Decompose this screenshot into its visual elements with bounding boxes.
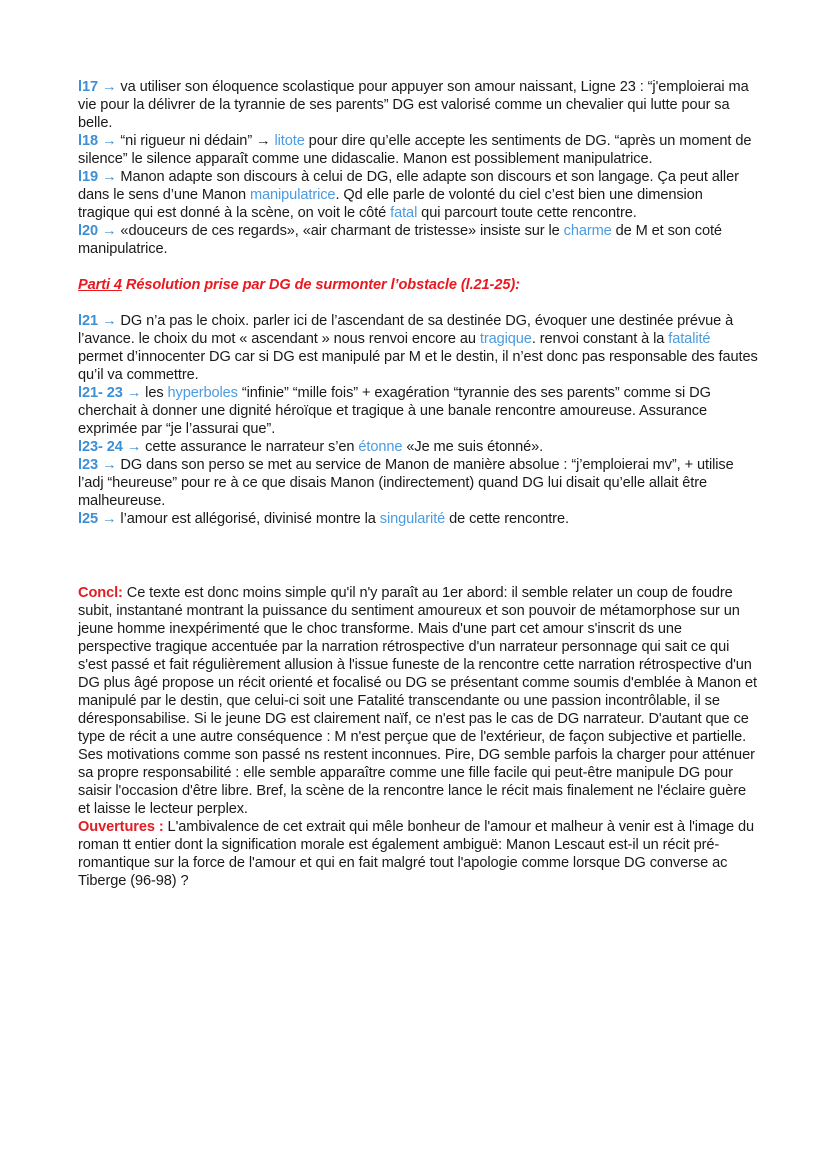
section-title: Résolution prise par DG de surmonter l’obstacle (l.21-25):: [121, 277, 520, 293]
document-page: [78, 78, 758, 890]
note-line: [78, 78, 758, 132]
highlighted-term: étonne: [358, 439, 403, 455]
arrow-right-icon: →: [101, 313, 117, 329]
highlighted-term: tragique: [479, 331, 532, 347]
openings-paragraph: [78, 818, 758, 890]
conclusion-paragraph: [78, 584, 758, 818]
line-reference: l17: [78, 79, 98, 95]
spacer: [78, 528, 758, 584]
note-line: [78, 456, 758, 510]
arrow-right-icon: →: [101, 169, 117, 185]
line-reference: l21: [78, 313, 98, 329]
note-text: Manon adapte son discours à celui de DG, elle adapte son discours et son langage. Ça peut aller dans le sens d’une Manon: [78, 169, 739, 203]
note-text: les: [141, 385, 168, 401]
note-line: [78, 312, 758, 384]
note-line: [78, 384, 758, 438]
line-reference: l25: [78, 511, 98, 527]
line-reference: l18: [78, 133, 98, 149]
note-line: [78, 132, 758, 168]
note-text: cette assurance le narrateur s’en: [141, 439, 359, 455]
note-text: qui parcourt toute cette rencontre.: [417, 205, 637, 221]
highlighted-term: manipulatrice: [249, 187, 336, 203]
highlighted-term: litote: [274, 133, 305, 149]
note-line: [78, 222, 758, 258]
note-text: «Je me suis étonné».: [402, 439, 544, 455]
line-reference: l19: [78, 169, 98, 185]
note-text: va utiliser son éloquence scolastique pour appuyer son amour naissant, Ligne 23 : “j'emploierai ma vie pour la délivrer de la tyrannie de ses parents” DG est valorisé comme un chevalier qui lutte pour sa belle.: [78, 79, 749, 131]
openings-label: Ouvertures :: [78, 819, 164, 835]
line-reference: l21- 23: [78, 385, 123, 401]
arrow-right-icon: →: [101, 457, 117, 473]
highlighted-term: fatal: [390, 205, 418, 221]
note-text: “ni rigueur ni dédain” →: [116, 133, 275, 149]
arrow-right-icon: →: [126, 385, 142, 401]
note-text: . Qd elle parle de volonté du ciel c’est bien une dimension tragique qui est donné à la scène, on voit le côté: [78, 187, 703, 221]
line-reference: l23- 24: [78, 439, 123, 455]
arrow-right-icon: →: [101, 511, 117, 527]
note-text: . renvoi constant à la: [531, 331, 669, 347]
note-text: DG dans son perso se met au service de Manon de manière absolue : “j’emploierai mv”, + utilise l’adj “heureuse” pour re à ce que disais Manon (indirectement) quand DG lui disait qu’elle allait être malheureuse.: [78, 457, 734, 509]
arrow-right-icon: →: [101, 223, 117, 239]
highlighted-term: charme: [563, 223, 612, 239]
highlighted-term: fatalité: [668, 331, 711, 347]
arrow-right-icon: →: [126, 439, 142, 455]
note-text: DG n’a pas le choix. parler ici de l’ascendant de sa destinée DG, évoquer une destinée prévue à l’avance. le choix du mot « ascendant » nous renvoi encore au: [78, 313, 734, 347]
notes-part-4: [78, 312, 758, 528]
note-line: [78, 438, 758, 456]
note-text: de cette rencontre.: [445, 511, 569, 527]
notes-part-3: [78, 78, 758, 258]
conclusion-text: Ce texte est donc moins simple qu'il n'y paraît au 1er abord: il semble relater un coup de foudre subit, instantané montrant la puissance du sentiment amoureux et son pouvoir de métamorphose sur un jeune homme inexpérimenté que le choc transforme. Mais d'une part cet amour s'inscrit ds une perspective tragique accentuée par la narration rétrospective d'un narrateur personnage qui sait ce qui s'est passé et fait régulièrement allusion à l'issue funeste de la rencontre cette narration rétrospective d'un DG plus âgé propose un récit orienté et focalisé ou DG se présentant comme soumis d'emblée à Manon et manipulé par le destin, que celui-ci soit une Fatalité transcendante ou une passion incontrôlable, il se déresponsabilise. Si le jeune DG est clairement naïf, ce n'est pas le cas de DG narrateur. D'autant que ce type de récit a une autre conséquence : M n'est perçue que de l'extérieur, de façon subjective et partielle. Ses motivations comme son passé ns restent inconnues. Pire, DG semble parfois la charger pour atténuer sa propre responsabilité : elle semble apparaître comme une fille facile qui peut-être manipule DG pour saisir l'occasion d'être libre. Bref, la scène de la rencontre lance le récit mais finalement ne l'éclaire guère et laisse le lecteur perplex.: [78, 585, 757, 817]
highlighted-term: hyperboles: [167, 385, 238, 401]
note-text: pour dire qu’elle accepte les sentiments de DG. “après un moment de silence” le silence apparaît comme une didascalie. Manon est possiblement manipulatrice.: [78, 133, 752, 167]
line-reference: l20: [78, 223, 98, 239]
note-text: l’amour est allégorisé, divinisé montre la: [116, 511, 380, 527]
note-line: [78, 510, 758, 528]
conclusion-label: Concl:: [78, 585, 123, 601]
note-text: “infinie” “mille fois” + exagération “tyrannie des ses parents” comme si DG cherchait à donner une dignité héroïque et tragique à une banale rencontre amoureuse. Assurance exprimée par “je l’assurai que”.: [78, 385, 711, 437]
arrow-right-icon: →: [101, 79, 117, 95]
note-text: de M et son coté manipulatrice.: [78, 223, 722, 257]
section-prefix: Parti 4: [78, 277, 122, 293]
note-text: «douceurs de ces regards», «air charmant de tristesse» insiste sur le: [116, 223, 564, 239]
line-reference: l23: [78, 457, 98, 473]
section-heading: [78, 276, 758, 294]
openings-text: L'ambivalence de cet extrait qui mêle bonheur de l'amour et malheur à venir est à l'image du roman tt entier dont la signification morale est également ambiguë: Manon Lescaut est-il un récit pré-romantique sur la force de l'amour et qui en fait malgré tout l'apologie comme lorsque DG converse ac Tiberge (96-98) ?: [78, 819, 755, 889]
note-line: [78, 168, 758, 222]
arrow-right-icon: →: [101, 133, 117, 149]
highlighted-term: singularité: [379, 511, 446, 527]
note-text: permet d’innocenter DG car si DG est manipulé par M et le destin, il n’est donc pas responsable des fautes qu’il va commettre.: [78, 349, 758, 383]
